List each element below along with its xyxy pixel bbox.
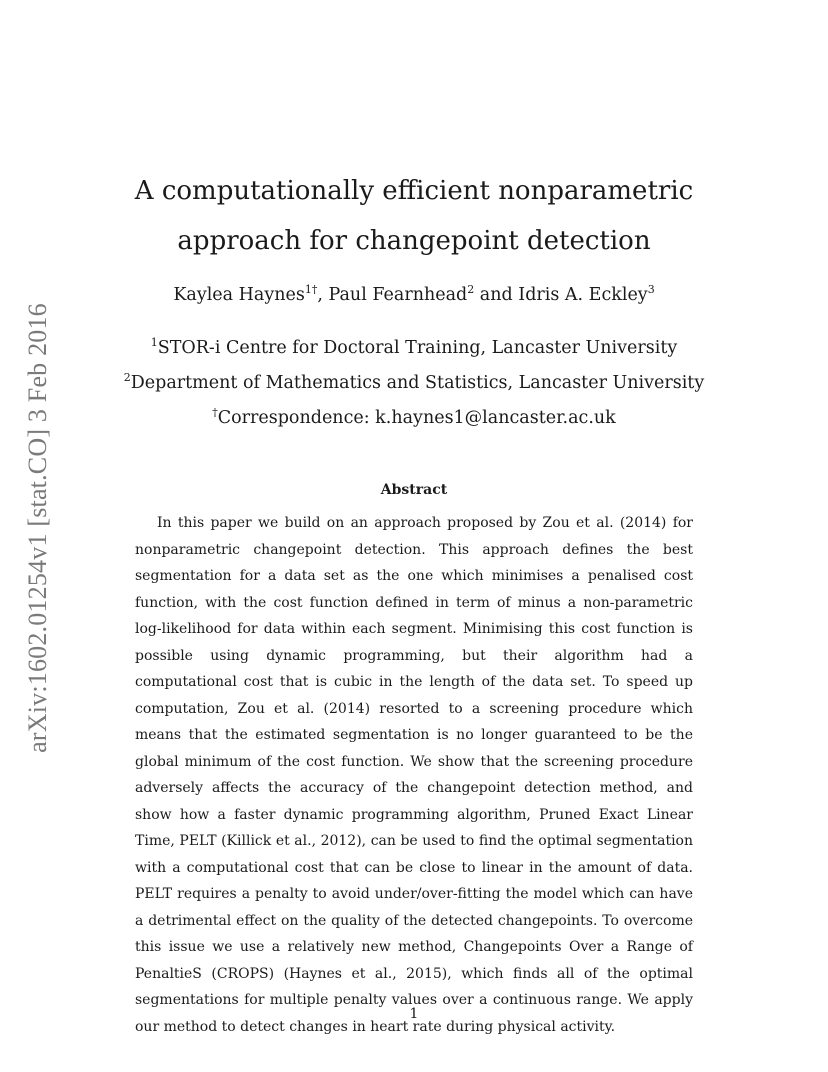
abstract-paragraph: In this paper we build on an approach proposed by Zou et al. (2014) for nonparametric changepoint detection. This approach defines the best segmentation for a data set as the one which minimises a penalised cost function, with the cost function defined in term of minus a non-parametric log-likelihood for data within each segment. Minimising this cost function is possible using dynamic programming, but their algorithm had a computational cost that is cubic in the length of the data set. To speed up computation, Zou et al. (2014) resorted to a screening procedure which means that the estimated segmentation is no longer guaranteed to be the global minimum of the cost function. We show that the screening procedure adversely affects the accuracy of the changepoint detection method, and show how a faster dynamic programming algorithm, Pruned Exact Linear Time, PELT (Killick et al., 2012), can be used to find the optimal segmentation with a computational cost that can be close to linear in the amount of data. PELT requires a penalty to avoid under/over-fitting the model which can have a detrimental effect on the quality of the detected changepoints. To overcome this issue we use a relatively new method, Changepoints Over a Range of PenaltieS (CROPS) (Haynes et al., 2015), which finds all of the optimal segmentations for multiple penalty values over a continuous range. We apply our method to detect changes in heart rate during physical activity. — [135, 515, 693, 1035]
author-name: Idris A. Eckley — [518, 285, 648, 305]
author-affiliation-mark: 1† — [304, 283, 318, 297]
paper-title: A computationally efficient nonparametric approach for changepoint detection — [134, 176, 694, 256]
author-affiliation-mark: 2 — [467, 283, 475, 297]
arxiv-side-stamp: arXiv:1602.01254v1 [stat.CO] 3 Feb 2016 — [23, 303, 52, 753]
correspondence-text: Correspondence: k.haynes1@lancaster.ac.uk — [217, 408, 616, 428]
author-separator: , — [317, 285, 329, 305]
abstract-heading: Abstract — [380, 482, 448, 498]
correspondence — [80, 408, 748, 428]
author-list — [80, 285, 748, 305]
affiliation-text: STOR-i Centre for Doctoral Training, Lancaster University — [157, 338, 678, 358]
author-name: Kaylea Haynes — [173, 285, 305, 305]
affiliation-mark: 2 — [123, 371, 131, 385]
author-separator: and — [474, 285, 519, 305]
author-affiliation-mark: 3 — [647, 283, 655, 297]
affiliation-mark: † — [212, 406, 218, 420]
affiliation-text: Department of Mathematics and Statistics, Lancaster University — [130, 373, 705, 393]
affiliation — [80, 373, 748, 393]
affiliation — [80, 338, 748, 358]
page-number: 1 — [409, 1006, 419, 1022]
affiliation-mark: 1 — [150, 336, 158, 350]
author-name: Paul Fearnhead — [328, 285, 468, 305]
abstract-body — [135, 510, 693, 1040]
